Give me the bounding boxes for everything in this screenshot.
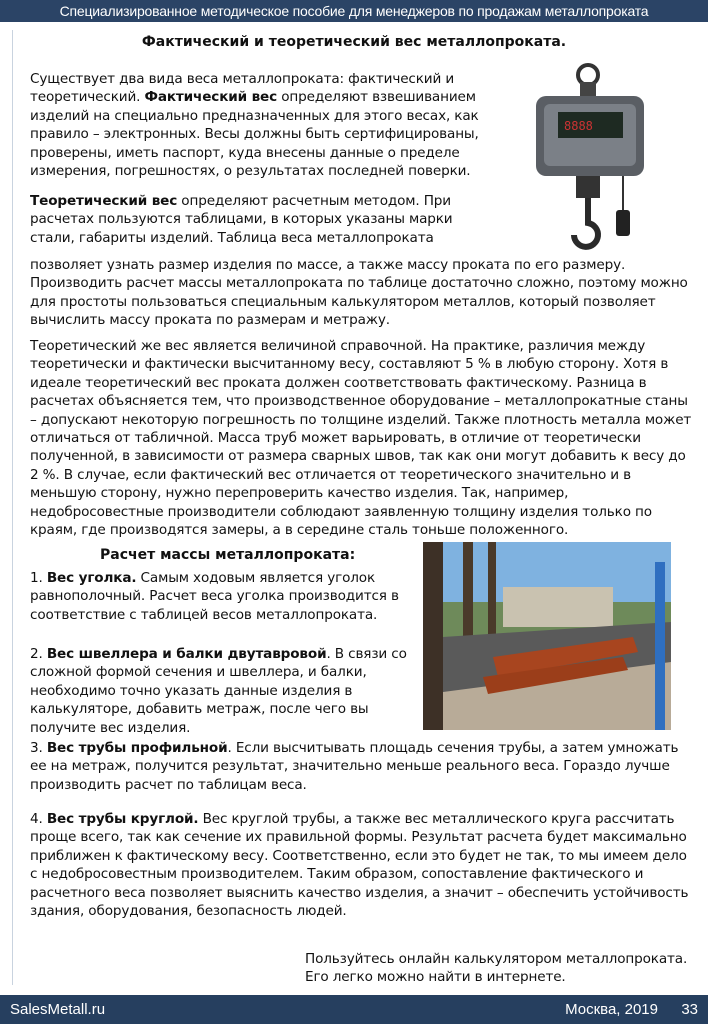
text: . В связи со сложной формой сечения и швеллера, и балки, необходимо точно указать данные изделия в калькуляторе, добавить метраж, после чего вы получите вес изделия. (30, 646, 407, 736)
closing-note (305, 950, 705, 987)
closing-line: Пользуйтесь онлайн калькулятором металлопроката. (305, 951, 688, 967)
item-round-pipe (30, 810, 692, 920)
page-title: Фактический и теоретический вес металлопроката. (141, 34, 567, 50)
footer-city-year: Москва, 2019 (565, 1001, 658, 1018)
page-header: Специализированное методическое пособие для менеджеров по продажам металлопроката (0, 0, 708, 22)
item-number: 4. (30, 811, 47, 827)
text: . Если высчитывать площадь сечения трубы, а затем умножать ее на метраж, получится результат, значительно меньше реального веса. Гораздо лучше производить расчет по таблицам веса. (30, 740, 679, 793)
closing-line: Его легко можно найти в интернете. (305, 969, 566, 986)
svg-text:8888: 8888 (564, 119, 593, 133)
page-number: 33 (681, 1001, 698, 1018)
term: Вес трубы профильной (46, 740, 228, 756)
paragraph-actual-weight (30, 70, 515, 180)
item-number: 1. (30, 570, 47, 586)
text: Существует два вида веса металлопроката: фактический и теоретический. (30, 71, 455, 106)
margin-line (12, 30, 13, 985)
text: определяют расчетным методом. При расчетах пользуются таблицами, в которых указаны марки стали, габариты изделий. Таблица веса металлопроката (30, 193, 453, 246)
item-channel-beam (30, 645, 415, 737)
paragraph-theoretical-weight (30, 192, 470, 247)
term: Теоретический вес (30, 193, 178, 209)
item-angle (30, 569, 415, 624)
section-title: Расчет массы металлопроката: (100, 547, 356, 563)
item-profile-pipe (30, 739, 692, 794)
text: Вес круглой трубы, а также вес металлического круга рассчитать проще всего, так как сечение их правильной формы. Результат расчета будет максимально приближен к фактическому весу. Соответственно, если это будет не так, то мы имеем дело с недобросовестным производителем. Таким образом, сопоставление фактического и расчетного веса позволяет выяснить качество изделия, а значит – обеспечить устойчивость здания, оборудования, безопасность людей. (30, 811, 689, 920)
paragraph-reference-weight: Теоретический же вес является величиной справочной. На практике, различия между теоретически и фактически высчитанному весу, составляют 5 % в любую сторону. Хотя в идеале теоретический вес проката должен соответствовать фактическому. Разница в расчетах объясняется тем, что производственное оборудование – металлопрокатные станы – допускают некоторую погрешность по толщине изделий. Также плотность металла может отличаться от табличной. Масса труб может варьировать, в отличие от теоретически полученной, в зависимости от размера сварных швов, так как они могут добавить к весу до 2 %. В случае, если фактический вес отличается от теоретического значительно и в меньшую сторону, нужно перепроверить качество изделия. Так, например, недобросовестные производители соблюдают заявленную толщину изделия только по краям, где производятся замеры, а в середине сталь тоньше положенного. (30, 338, 692, 539)
item-number: 2. (30, 646, 47, 662)
term: Вес уголка. (46, 570, 137, 586)
page-footer (0, 995, 708, 1024)
term: Вес швеллера и балки двутавровой (46, 646, 327, 662)
term: Вес трубы круглой. (46, 811, 199, 827)
crane-scale-image (528, 60, 653, 255)
text: определяют взвешиванием изделий на специально предназначенных для этого весах, как правило – электронных. Весы должны быть сертифицированы, проверены, иметь паспорт, куда внесены данные о пределе измерения, погрешностях, о результатах последней поверки. (30, 89, 479, 180)
paragraph-theoretical-weight-cont: позволяет узнать размер изделия по массе, а также массу проката по его размеру. Производить расчет массы металлопроката по таблице достаточно сложно, поэтому можно для простоты пользоваться специальным калькулятором металлов, который позволяет вычислить массу проката по размерам и метражу. (30, 257, 688, 329)
term: Фактический вес (144, 89, 278, 106)
item-number: 3. (30, 740, 47, 756)
footer-site: SalesMetall.ru (10, 1001, 106, 1018)
text: Самым ходовым является уголок равнополочный. Расчет веса уголка производится в соответствие с таблицей весов металлопроката. (30, 570, 399, 623)
metal-yard-photo (423, 542, 671, 730)
